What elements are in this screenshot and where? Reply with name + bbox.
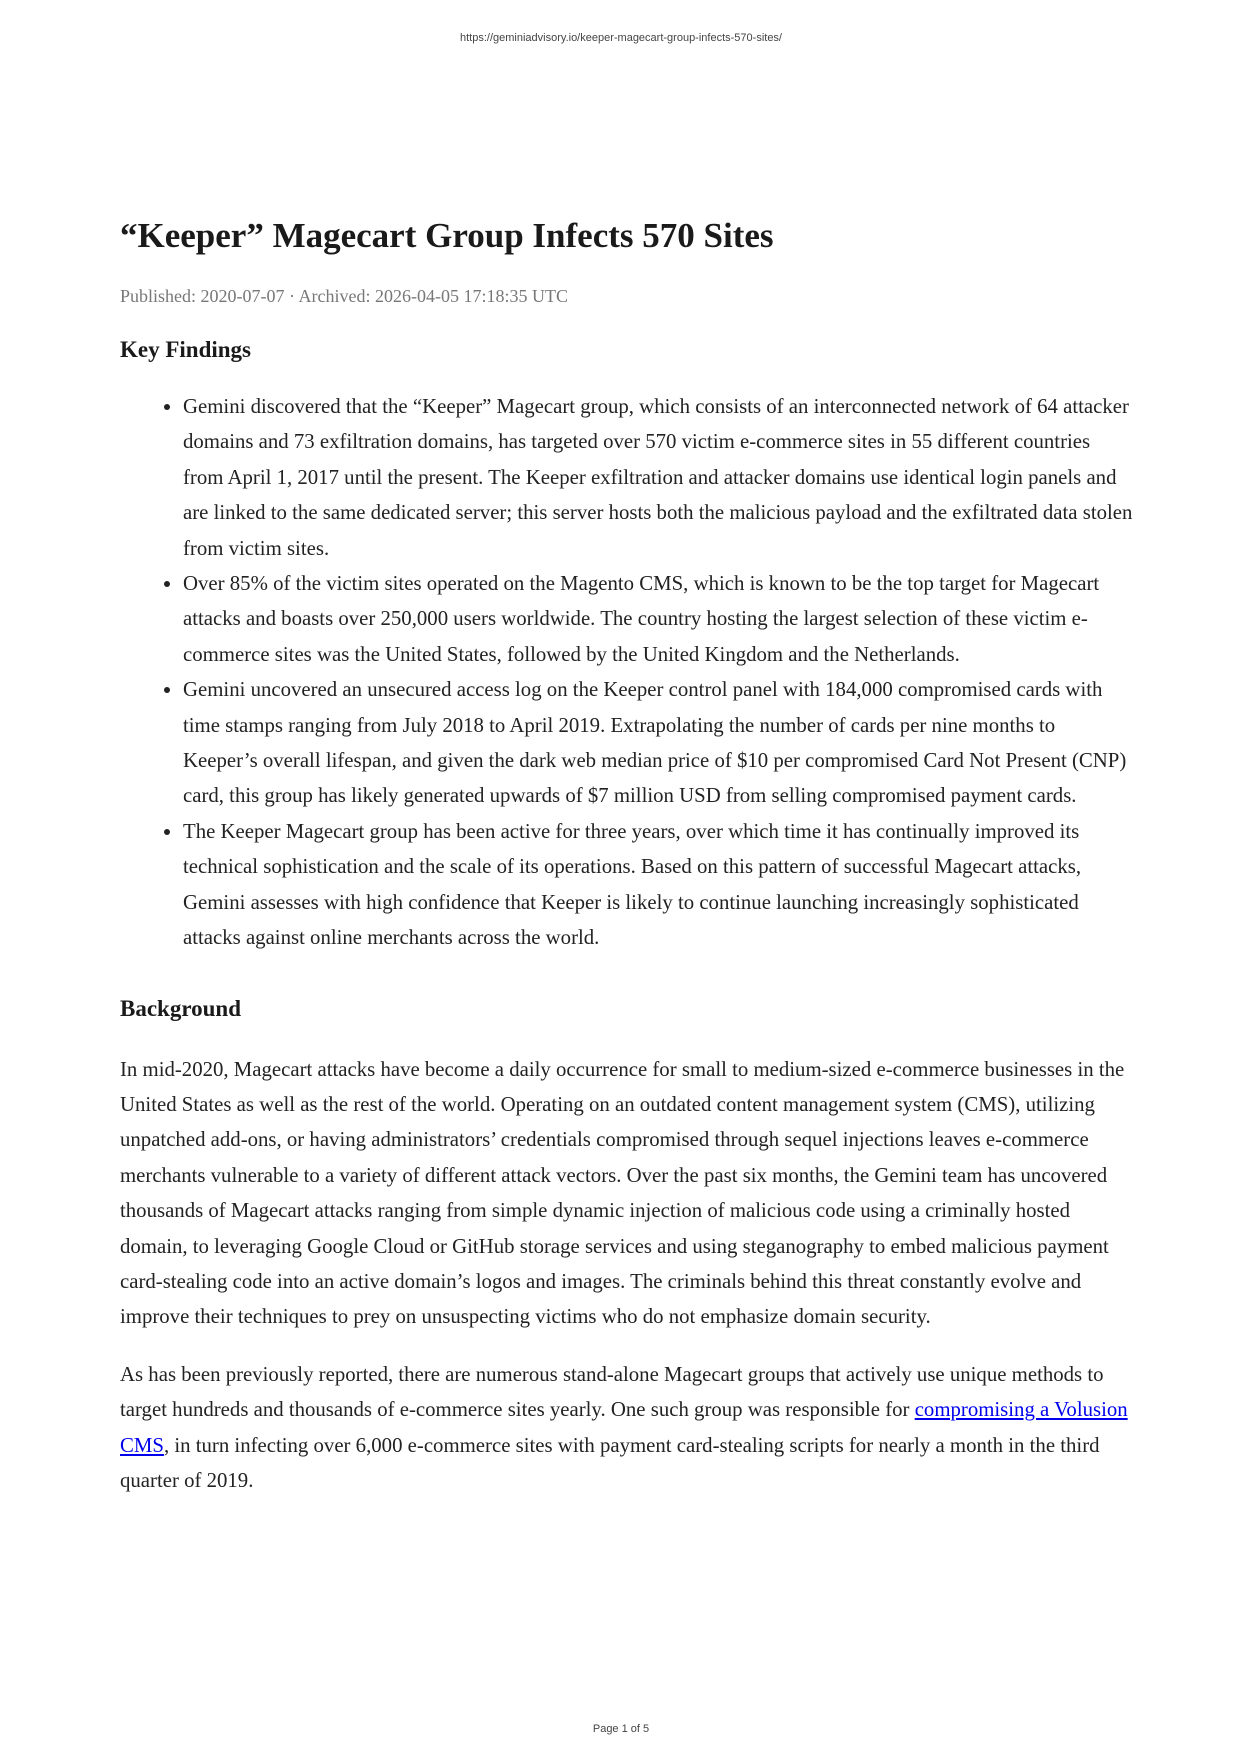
key-findings-heading: Key Findings	[120, 337, 252, 362]
publish-meta: Published: 2020-07-07 · Archived: 2026-04-05 17:18:35 UTC	[120, 286, 568, 306]
list-item: • Over 85% of the victim sites operated on the Magento CMS, which is known to be the top target for Magecart attacks and boasts over 250,000 users worldwide. The country hosting the largest selection of these victim e-commerce sites was the United States, followed by the United Kingdom and the Netherlands.	[183, 566, 1135, 672]
list-item: • Gemini uncovered an unsecured access log on the Keeper control panel with 184,000 compromised cards with time stamps ranging from July 2018 to April 2019. Extrapolating the number of cards per nine months to Keeper’s overall lifespan, and given the dark web median price of $10 per compromised Card Not Present (CNP) card, this group has likely generated upwards of $7 million USD from selling compromised payment cards.	[183, 672, 1135, 814]
header-url: https://geminiadvisory.io/keeper-magecart-group-infects-570-sites/	[460, 32, 782, 44]
paragraph-text: , in turn infecting over 6,000 e-commerce sites with payment card-stealing scripts for nearly a month in the third quarter of 2019.	[120, 1433, 1100, 1492]
article	[120, 212, 1135, 1498]
list-item: • Gemini discovered that the “Keeper” Magecart group, which consists of an interconnected network of 64 attacker domains and 73 exfiltration domains, has targeted over 570 victim e-commerce sites in 55 different countries from April 1, 2017 until the present. The Keeper exfiltration and attacker domains use identical login panels and are linked to the same dedicated server; this server hosts both the malicious payload and the exfiltrated data stolen from victim sites.	[183, 389, 1135, 566]
volusion-link[interactable]: compromising a Volusion CMS	[120, 1398, 1128, 1457]
key-findings-list	[120, 389, 1135, 956]
page-number: Page 1 of 5	[592, 1723, 650, 1735]
page-title: “Keeper” Magecart Group Infects 570 Sites	[120, 216, 774, 255]
background-heading: Background	[120, 995, 242, 1021]
background-paragraph-1: In mid-2020, Magecart attacks have become a daily occurrence for small to medium-sized e-commerce businesses in the United States as well as the rest of the world. Operating on an outdated content management system (CMS), utilizing unpatched add-ons, or having administrators’ credentials compromised through sequel injections leaves e-commerce merchants vulnerable to a variety of different attack vectors. Over the past six months, the Gemini team has uncovered thousands of Magecart attacks ranging from simple dynamic injection of malicious code using a criminally hosted domain, to leveraging Google Cloud or GitHub storage services and using steganography to embed malicious payment card-stealing code into an active domain’s logos and images. The criminals behind this threat constantly evolve and improve their techniques to prey on unsuspecting victims who do not emphasize domain security.	[120, 1057, 1125, 1329]
paragraph-text: As has been previously reported, there are numerous stand-alone Magecart groups that actively use unique methods to target hundreds and thousands of e-commerce sites yearly. One such group was responsible for	[120, 1362, 1104, 1422]
background-paragraph-2	[120, 1357, 1135, 1499]
list-item: • The Keeper Magecart group has been active for three years, over which time it has continually improved its technical sophistication and the scale of its operations. Based on this pattern of successful Magecart attacks, Gemini assesses with high confidence that Keeper is likely to continue launching increasingly sophisticated attacks against online merchants across the world.	[183, 814, 1135, 956]
